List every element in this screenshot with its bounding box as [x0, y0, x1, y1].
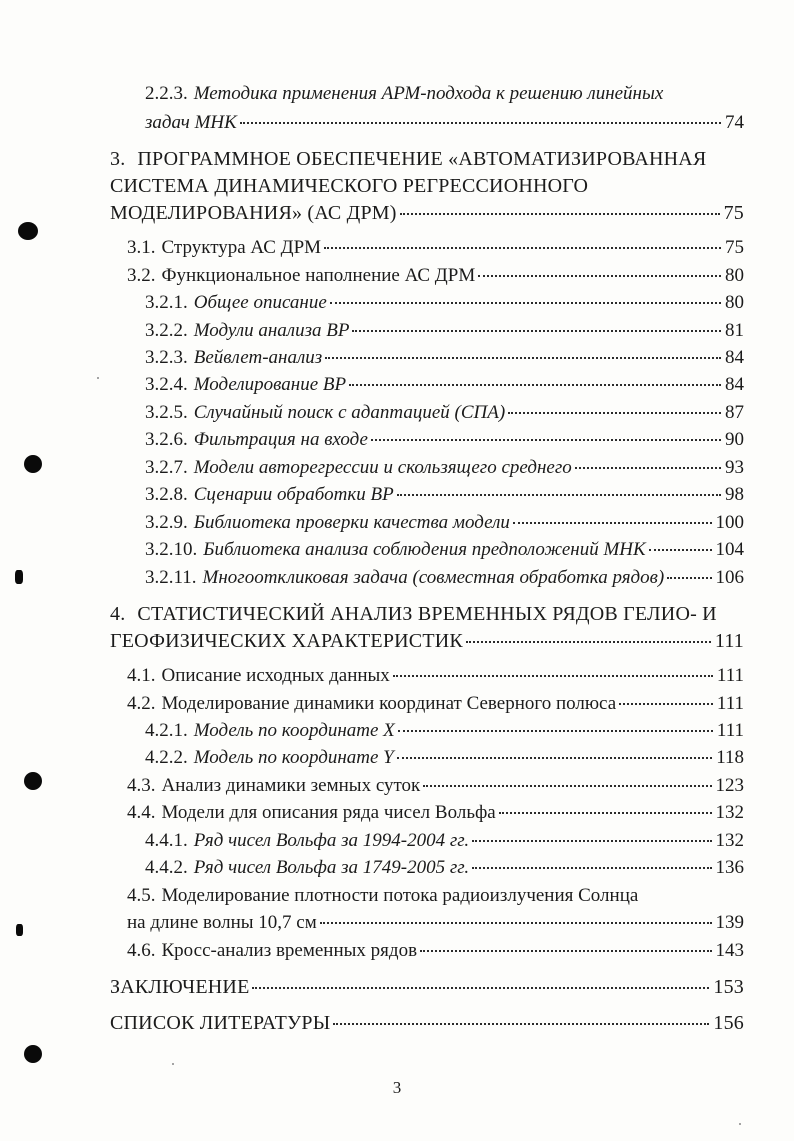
toc-page: 98	[725, 484, 744, 505]
toc-number: 4.4.	[127, 802, 156, 823]
toc-entry-4-2	[127, 692, 744, 716]
toc-page: 80	[725, 292, 744, 313]
binder-hole	[24, 455, 42, 473]
dot-leader	[667, 577, 711, 579]
toc-number: 4.4.1.	[145, 830, 188, 851]
dot-leader	[466, 641, 711, 643]
toc-title: Модель по координате Y	[193, 747, 394, 768]
toc-page: 111	[716, 720, 744, 741]
dot-leader	[472, 840, 711, 842]
toc-page: 123	[715, 775, 744, 796]
toc-page: 81	[725, 320, 744, 341]
toc-number: 3.2.4.	[145, 374, 188, 395]
toc-entry-3-2-9	[145, 511, 744, 535]
toc-page: 111	[714, 630, 744, 652]
toc-title: Модели авторегрессии и скользящего среднего	[193, 457, 572, 478]
toc-title: ГЕОФИЗИЧЕСКИХ ХАРАКТЕРИСТИК	[110, 630, 463, 652]
toc-page: 84	[725, 347, 744, 368]
toc-title: Описание исходных данных	[161, 665, 390, 686]
toc-title: МОДЕЛИРОВАНИЯ» (АС ДРМ)	[110, 202, 397, 224]
dot-leader	[352, 330, 721, 332]
dot-leader	[398, 730, 713, 732]
toc-page: 143	[715, 940, 744, 961]
toc-number: 3.2.3.	[145, 347, 188, 368]
dot-leader	[420, 950, 711, 952]
toc-page: 153	[713, 976, 744, 998]
scan-speck	[172, 1063, 174, 1065]
dot-leader	[400, 213, 720, 215]
toc-number: 4.4.2.	[145, 857, 188, 878]
toc-title: на длине волны 10,7 см	[127, 912, 317, 933]
dot-leader	[330, 302, 721, 304]
dot-leader	[252, 987, 709, 989]
toc-title: Модели для описания ряда чисел Вольфа	[161, 802, 496, 823]
binder-hole	[18, 222, 38, 240]
toc-page: 106	[715, 567, 744, 588]
toc-title: Кросс-анализ временных рядов	[161, 940, 418, 961]
toc-page: 111	[716, 665, 744, 686]
toc-number: 3.2.11.	[145, 567, 197, 588]
toc-number: 4.6.	[127, 940, 156, 961]
toc-page: 90	[725, 429, 744, 450]
toc-number: 3.2.8.	[145, 484, 188, 505]
toc-number: 4.1.	[127, 665, 156, 686]
toc-title: Ряд чисел Вольфа за 1749-2005 гг.	[193, 857, 470, 878]
toc-title: задач МНК	[145, 112, 237, 133]
toc-entry-4-2-1	[145, 719, 744, 743]
toc-title: Многооткликовая задача (совместная обработка рядов)	[202, 567, 665, 588]
toc-entry-4-4-1	[145, 829, 744, 853]
toc-number: 3.	[110, 148, 126, 170]
dot-leader	[478, 275, 721, 277]
toc-title: Структура АС ДРМ	[161, 237, 322, 258]
toc-title: Библиотека проверки качества модели	[193, 512, 510, 533]
toc-entry-4-5	[127, 884, 744, 908]
toc-title: СТАТИСТИЧЕСКИЙ АНАЛИЗ ВРЕМЕННЫХ РЯДОВ ГЕЛИО- И	[137, 603, 717, 625]
toc-title: Функциональное наполнение АС ДРМ	[161, 265, 476, 286]
toc-title: Общее описание	[193, 292, 327, 313]
toc-title: ПРОГРАММНОЕ ОБЕСПЕЧЕНИЕ «АВТОМАТИЗИРОВАННАЯ	[137, 148, 707, 170]
dot-leader	[349, 384, 721, 386]
toc-title: Моделирование ВР	[193, 374, 347, 395]
toc-title: Фильтрация на входе	[193, 429, 368, 450]
toc-page: 75	[723, 202, 744, 224]
toc-entry-3-1	[127, 236, 744, 260]
toc-title: Анализ динамики земных суток	[161, 775, 421, 796]
dot-leader	[575, 467, 721, 469]
toc-title: СИСТЕМА ДИНАМИЧЕСКОГО РЕГРЕССИОННОГО	[110, 175, 589, 197]
dot-leader	[423, 785, 711, 787]
binder-hole	[15, 570, 23, 584]
dot-leader	[397, 494, 721, 496]
toc-page: 74	[725, 112, 744, 133]
dot-leader	[325, 357, 721, 359]
toc-page: 80	[725, 265, 744, 286]
dot-leader	[320, 922, 712, 924]
toc-title: Моделирование плотности потока радиоизлучения Солнца	[161, 885, 639, 906]
toc-title: ЗАКЛЮЧЕНИЕ	[110, 976, 250, 998]
toc-number: 3.2.2.	[145, 320, 188, 341]
toc-title: Вейвлет-анализ	[193, 347, 323, 368]
toc-entry-4-1	[127, 664, 744, 688]
toc-title: Сценарии обработки ВР	[193, 484, 394, 505]
toc-page: 100	[715, 512, 744, 533]
toc-page: 118	[716, 747, 744, 768]
toc-page: 84	[725, 374, 744, 395]
toc-chapter-3-cont1	[110, 174, 744, 198]
toc-entry-4-6	[127, 939, 744, 963]
toc-page: 132	[715, 830, 744, 851]
toc-page: 139	[715, 912, 744, 933]
toc-number: 4.2.2.	[145, 747, 188, 768]
toc-entry-2-2-3-cont	[145, 111, 744, 135]
toc-entry-2-2-3	[145, 82, 744, 106]
toc-chapter-3	[110, 147, 744, 171]
toc-entry-4-2-2	[145, 746, 744, 770]
toc-entry-4-4	[127, 801, 744, 825]
toc-entry-3-2-10	[145, 538, 744, 562]
scan-speck	[739, 1123, 741, 1125]
dot-leader	[371, 439, 721, 441]
toc-entry-4-3	[127, 774, 744, 798]
toc-number: 4.5.	[127, 885, 156, 906]
toc-page: 75	[725, 237, 744, 258]
toc-number: 4.2.	[127, 693, 156, 714]
toc-number: 3.1.	[127, 237, 156, 258]
toc-title: Случайный поиск с адаптацией (СПА)	[193, 402, 506, 423]
toc-entry-3-2-3	[145, 346, 744, 370]
toc-entry-3-2-2	[145, 319, 744, 343]
toc-number: 4.3.	[127, 775, 156, 796]
toc-number: 3.2.1.	[145, 292, 188, 313]
toc-conclusion	[110, 975, 744, 999]
dot-leader	[508, 412, 721, 414]
toc-number: 4.	[110, 603, 126, 625]
dot-leader	[393, 675, 713, 677]
toc-chapter-4	[110, 602, 744, 626]
dot-leader	[240, 122, 721, 124]
toc-entry-3-2-1	[145, 291, 744, 315]
toc-entry-3-2-7	[145, 456, 744, 480]
toc-page: 104	[715, 539, 744, 560]
toc-page: 93	[725, 457, 744, 478]
dot-leader	[472, 867, 711, 869]
toc-number: 4.2.1.	[145, 720, 188, 741]
toc-chapter-4-cont	[110, 629, 744, 653]
toc-title: Методика применения АРМ-подхода к решению линейных	[193, 83, 664, 104]
toc-page: 132	[715, 802, 744, 823]
page-number: 3	[392, 1078, 402, 1097]
toc-page: 87	[725, 402, 744, 423]
scan-speck	[97, 377, 99, 379]
binder-hole	[16, 924, 23, 936]
dot-leader	[499, 812, 712, 814]
toc-entry-3-2-6	[145, 428, 744, 452]
toc-chapter-3-cont2	[110, 201, 744, 225]
toc-number: 2.2.3.	[145, 83, 188, 104]
toc-entry-3-2-4	[145, 373, 744, 397]
toc-number: 3.2.9.	[145, 512, 188, 533]
toc-entry-3-2-11	[145, 566, 744, 590]
toc-entry-3-2	[127, 264, 744, 288]
binder-hole	[24, 772, 42, 790]
toc-title: Ряд чисел Вольфа за 1994-2004 гг.	[193, 830, 470, 851]
dot-leader	[619, 703, 713, 705]
dot-leader	[397, 757, 712, 759]
dot-leader	[324, 247, 721, 249]
toc-title: Модули анализа ВР	[193, 320, 350, 341]
toc-page: 136	[715, 857, 744, 878]
toc-title: Моделирование динамики координат Северного полюса	[161, 693, 617, 714]
toc-page: 111	[716, 693, 744, 714]
toc-number: 3.2.7.	[145, 457, 188, 478]
toc-entry-3-2-5	[145, 401, 744, 425]
toc-entry-4-4-2	[145, 856, 744, 880]
toc-entry-4-5-cont	[127, 911, 744, 935]
binder-hole	[24, 1045, 42, 1063]
toc-number: 3.2.5.	[145, 402, 188, 423]
toc-number: 3.2.	[127, 265, 156, 286]
toc-number: 3.2.10.	[145, 539, 198, 560]
dot-leader	[513, 522, 712, 524]
toc-title: Модель по координате X	[193, 720, 395, 741]
toc-title: Библиотека анализа соблюдения предположений МНК	[203, 539, 646, 560]
toc-references	[110, 1011, 744, 1035]
dot-leader	[649, 549, 712, 551]
toc-entry-3-2-8	[145, 483, 744, 507]
toc-title: СПИСОК ЛИТЕРАТУРЫ	[110, 1012, 331, 1034]
toc-number: 3.2.6.	[145, 429, 188, 450]
dot-leader	[333, 1023, 709, 1025]
toc-page: 156	[713, 1012, 744, 1034]
